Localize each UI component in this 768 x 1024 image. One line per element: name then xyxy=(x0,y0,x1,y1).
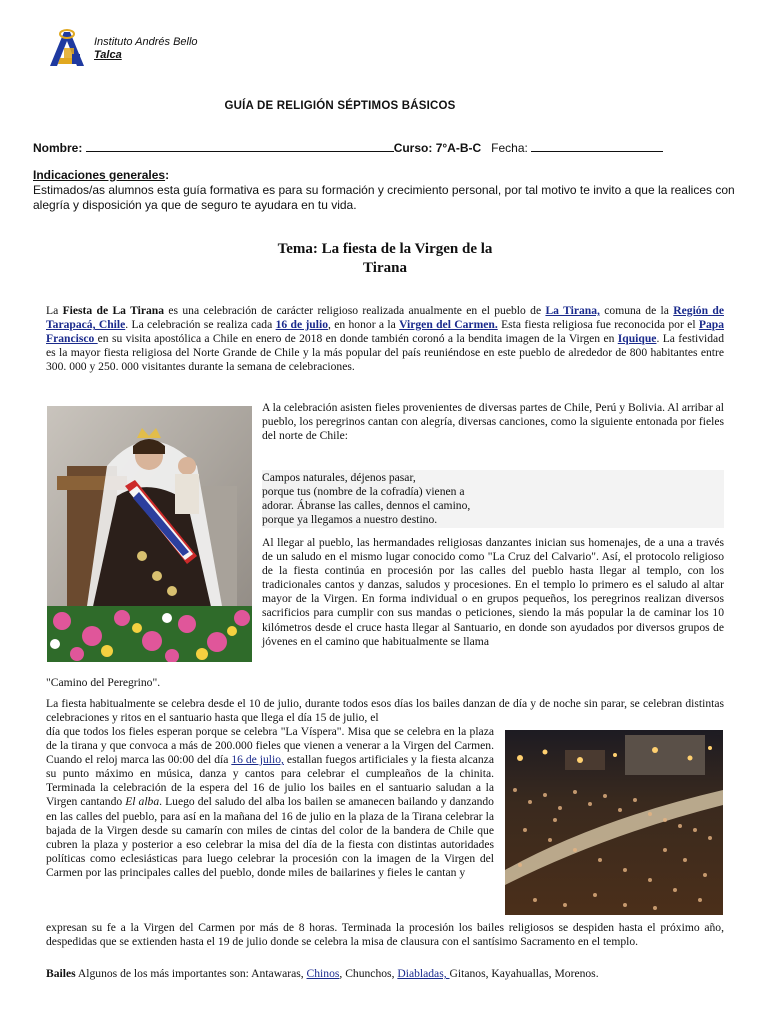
name-field[interactable] xyxy=(86,140,394,152)
institution-name: Instituto Andrés Bello xyxy=(94,36,198,48)
name-label: Nombre: xyxy=(33,141,83,155)
dances-label: Bailes xyxy=(46,967,76,980)
date-label: Fecha: xyxy=(491,141,528,155)
link-diabladas[interactable]: Diabladas, xyxy=(397,967,450,980)
instructions: Indicaciones generales: Estimados/as alumnos esta guía formativa es para su formación y crecimiento personal, por tal motivo te invito a que la realices con alegría y disposición ya que de seguro te ayudara en tu vida. xyxy=(33,168,735,212)
institute-logo-icon xyxy=(46,28,88,68)
arrival-paragraph-end: "Camino del Peregrino". xyxy=(46,676,161,689)
guide-title: GUÍA DE RELIGIÓN SÉPTIMOS BÁSICOS xyxy=(224,100,456,112)
link-16-julio[interactable]: 16 de julio xyxy=(275,318,328,332)
instructions-heading: Indicaciones generales xyxy=(33,168,166,182)
song-line: porque tus (nombre de la cofradía) vienen a xyxy=(262,485,465,499)
song-line: porque ya llegamos a nuestro destino. xyxy=(262,513,438,527)
link-la-tirana[interactable]: La Tirana, xyxy=(545,304,600,317)
virgin-statue-photo xyxy=(47,406,252,662)
fiesta-name: Fiesta de La Tirana xyxy=(62,304,165,317)
intro-paragraph: La Fiesta de La Tirana es una celebración de carácter religioso realizada anualmente en el pueblo de La Tirana, comuna de la Región de Tarapacá, Chile. La celebración se realiza cada 16 de julio, en honor a la Virgen del Carmen. Esta fiesta religiosa fue reconocida por el Papa Francisco en su visita apostólica a Chile en enero de 2018 en donde también coronó a la bendita imagen de la Virgen en Iquique. La festividad es la mayor fiesta religiosa del Norte Grande de Chile y la más popular del país reuniéndose en este pueblo de alrededor de 800 habitantes entre 300. 000 y 250. 000 visitantes durante la semana de celebraciones. xyxy=(46,304,724,374)
link-region-tarapaca[interactable]: Región de Tarapacá, Chile xyxy=(46,304,724,332)
celebration-paragraph-end: expresan su fe a la Virgen del Carmen por más de 8 horas. Terminada la procesión los bailes religiosos se despiden hasta el próximo año, despedidas que se extienden hasta el 19 de julio donde se celebra la misa de clausura con el santísimo Sacramento en el templo. xyxy=(46,921,724,949)
topic-title xyxy=(0,240,768,278)
date-field[interactable] xyxy=(531,140,663,152)
student-info-row xyxy=(33,140,663,155)
instructions-text: Estimados/as alumnos esta guía formativa es para su formación y crecimiento personal, por tal motivo te invito a que la realices con alegría y disposición ya que de seguro te ayudara en tu vida. xyxy=(33,183,735,212)
pilgrims-paragraph: A la celebración asisten fieles provenientes de diversas partes de Chile, Perú y Bolivia. Al arribar al pueblo, los peregrinos cantan con alegría, diversas canciones, como la siguiente entonada por fieles del norte de Chile: xyxy=(262,401,724,443)
song-quote xyxy=(262,470,724,528)
arrival-paragraph: Al llegar al pueblo, las hermandades religiosas danzantes inician sus homenajes, de a una a través de un saludo en el mismo lugar conocido como "La Cruz del Calvario". Así, el protocolo religioso de la fiesta continúa en procesión por las calles del pueblo hasta llegar al templo, con los tradicionales cantos y danzas, saludos y procesiones. En el templo lo primero es el saludo al altar mayor de la Virgen. En forma individual o en grupos pequeños, los peregrinos realizan diversos sacrificios para cumplir con sus mandas o peticiones, siendo la más popular la de caminar los 10 kilómetros desde el cruce hasta llegar al Santuario, en donde son ayudados por diversos grupos de jóvenes en el camino que habitualmente se llama xyxy=(262,536,724,648)
institution-header xyxy=(94,36,198,62)
link-virgen-del-carmen[interactable]: Virgen del Carmen. xyxy=(399,318,498,332)
course-label: Curso: 7°A-B-C xyxy=(393,141,482,155)
link-16-julio-second[interactable]: 16 de julio, xyxy=(231,753,284,767)
el-alba-song: El alba xyxy=(125,795,160,809)
celebration-paragraph-start: La fiesta habitualmente se celebra desde el 10 de julio, durante todos esos días los bailes danzan de día y de noche sin parar, se celebran distintas celebraciones y ritos en el santuario hasta que llega el día 15 de julio, el xyxy=(46,697,724,725)
link-chinos[interactable]: Chinos xyxy=(306,967,340,980)
dances-paragraph: Bailes Algunos de los más importantes son: Antawaras, Chinos, Chunchos, Diabladas, Gitanos, Kayahuallas, Morenos. xyxy=(46,967,599,980)
link-papa-francisco[interactable]: Papa Francisco xyxy=(46,318,724,346)
night-crowd-photo xyxy=(505,730,723,915)
institution-city: Talca xyxy=(94,49,122,61)
topic-title-line1: Tema: La fiesta de la Virgen de la xyxy=(277,241,493,257)
link-iquique[interactable]: Iquique xyxy=(617,332,657,346)
song-line: adorar. Ábranse las calles, dennos el camino, xyxy=(262,499,471,513)
topic-title-line2: Tirana xyxy=(363,260,407,276)
celebration-paragraph-middle: día que todos los fieles esperan porque se celebra "La Víspera". Misa que se celebra en la plaza de la tirana y que convoca a más de 200.000 fieles que vienen a venerar a la Virgen del Carmen. Cuando el reloj marca las 00:00 del día 16 de julio, estallan fuegos artificiales y la fiesta alcanza su punto máximo en música, danza y cantos para celebrar el cumpleaños de la chinita. Terminada la celebración de la espera del 16 de julio los bailes en el santuario saludan a la Virgen cantando El alba. Luego del saludo del alba los bailen se amanecen bailando y danzando en las calles del pueblo, para así en la mañana del 16 de julio en la plaza de la Tirana celebrar la bajada de la Virgen desde su camarín con miles de cintas del color de la bandera de Chile que cubren la plaza y posterior a eso celebrar la misa del día de la fiesta con distintas autoridades políticas como eclesiásticas para luego celebrar la procesión con la imagen de la Virgen del Carmen por las principales calles del pueblo, donde miles de bailarines y fieles le cantan y xyxy=(46,725,494,879)
song-line: Campos naturales, déjenos pasar, xyxy=(262,471,416,484)
